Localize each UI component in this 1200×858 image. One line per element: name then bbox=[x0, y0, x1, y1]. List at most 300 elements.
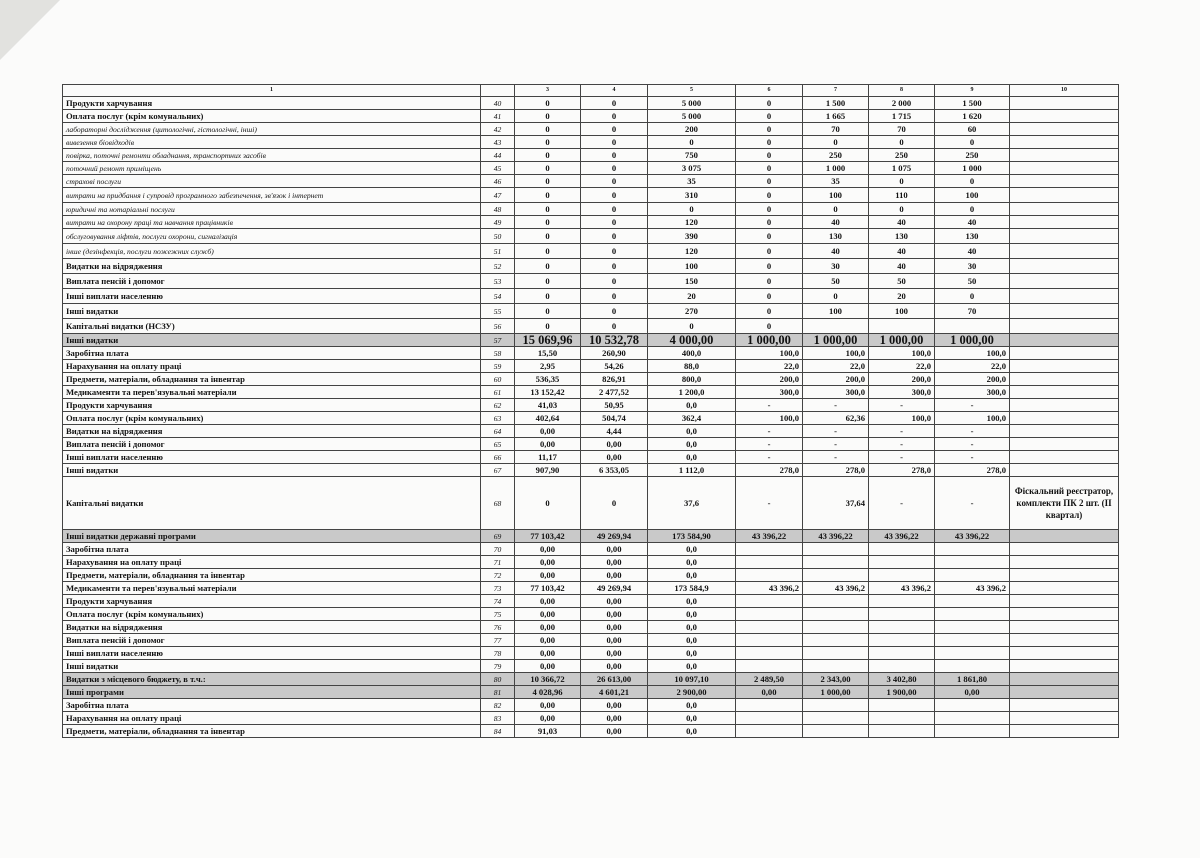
value-cell: 70 bbox=[803, 123, 869, 136]
value-cell: - bbox=[736, 425, 803, 438]
value-cell bbox=[803, 634, 869, 647]
value-cell: 0 bbox=[581, 244, 648, 259]
value-cell: 70 bbox=[869, 123, 935, 136]
column-number-header bbox=[63, 85, 1119, 97]
value-cell: 88,0 bbox=[648, 360, 736, 373]
row-name: інше (дезінфекція, послуги пожежних служб) bbox=[63, 244, 481, 259]
value-cell bbox=[869, 647, 935, 660]
value-cell: 173 584,9 bbox=[648, 582, 736, 595]
value-cell: 60 bbox=[935, 123, 1010, 136]
value-cell: 37,64 bbox=[803, 477, 869, 530]
value-cell: 40 bbox=[935, 244, 1010, 259]
value-cell: 0 bbox=[581, 188, 648, 203]
row-code: 64 bbox=[481, 425, 515, 438]
table-row bbox=[63, 123, 1119, 136]
value-cell: 43 396,22 bbox=[935, 530, 1010, 543]
value-cell: 1 000,00 bbox=[935, 334, 1010, 347]
row-name: Інші програми bbox=[63, 686, 481, 699]
value-cell: 0,00 bbox=[581, 660, 648, 673]
row-name: Предмети, матеріали, обладнання та інвентар bbox=[63, 569, 481, 582]
row-code: 43 bbox=[481, 136, 515, 149]
note-cell bbox=[1010, 244, 1119, 259]
table-row bbox=[63, 386, 1119, 399]
value-cell: 22,0 bbox=[935, 360, 1010, 373]
value-cell: 907,90 bbox=[515, 464, 581, 477]
value-cell: 62,36 bbox=[803, 412, 869, 425]
value-cell bbox=[736, 660, 803, 673]
row-code: 50 bbox=[481, 229, 515, 244]
value-cell: 0,00 bbox=[581, 451, 648, 464]
row-code: 46 bbox=[481, 175, 515, 188]
value-cell: 100 bbox=[648, 259, 736, 274]
value-cell: - bbox=[736, 451, 803, 464]
table-row bbox=[63, 660, 1119, 673]
value-cell: 300,0 bbox=[935, 386, 1010, 399]
value-cell: 1 500 bbox=[803, 97, 869, 110]
row-name: Продукти харчування bbox=[63, 595, 481, 608]
note-cell bbox=[1010, 725, 1119, 738]
value-cell bbox=[736, 543, 803, 556]
value-cell bbox=[803, 543, 869, 556]
note-cell bbox=[1010, 647, 1119, 660]
value-cell bbox=[736, 712, 803, 725]
value-cell bbox=[935, 634, 1010, 647]
row-name: страхові послуги bbox=[63, 175, 481, 188]
table-row bbox=[63, 162, 1119, 175]
value-cell: 91,03 bbox=[515, 725, 581, 738]
value-cell: - bbox=[935, 399, 1010, 412]
note-cell bbox=[1010, 203, 1119, 216]
note-cell bbox=[1010, 304, 1119, 319]
value-cell: 0 bbox=[581, 289, 648, 304]
value-cell: 0 bbox=[803, 136, 869, 149]
value-cell bbox=[869, 725, 935, 738]
row-name: Інші видатки bbox=[63, 464, 481, 477]
value-cell bbox=[935, 621, 1010, 634]
value-cell bbox=[869, 595, 935, 608]
value-cell: 5 000 bbox=[648, 110, 736, 123]
row-code: 66 bbox=[481, 451, 515, 464]
value-cell bbox=[803, 712, 869, 725]
value-cell bbox=[869, 699, 935, 712]
row-code: 68 bbox=[481, 477, 515, 530]
row-code: 49 bbox=[481, 216, 515, 229]
value-cell: 0,0 bbox=[648, 725, 736, 738]
row-name: Інші видатки державні програми bbox=[63, 530, 481, 543]
row-code: 76 bbox=[481, 621, 515, 634]
value-cell: 278,0 bbox=[935, 464, 1010, 477]
value-cell: 0 bbox=[736, 110, 803, 123]
value-cell: 50 bbox=[935, 274, 1010, 289]
column-number-10: 10 bbox=[1010, 85, 1119, 97]
value-cell: 300,0 bbox=[803, 386, 869, 399]
table-row bbox=[63, 621, 1119, 634]
value-cell bbox=[869, 634, 935, 647]
value-cell: 5 000 bbox=[648, 97, 736, 110]
value-cell: - bbox=[935, 438, 1010, 451]
value-cell: 200 bbox=[648, 123, 736, 136]
value-cell: 0 bbox=[515, 244, 581, 259]
note-cell bbox=[1010, 319, 1119, 334]
value-cell: 0 bbox=[736, 289, 803, 304]
row-code: 74 bbox=[481, 595, 515, 608]
value-cell: 250 bbox=[869, 149, 935, 162]
value-cell: 200,0 bbox=[803, 373, 869, 386]
row-name: Видатки на відрядження bbox=[63, 621, 481, 634]
value-cell: 0,00 bbox=[515, 543, 581, 556]
table-row bbox=[63, 634, 1119, 647]
note-cell bbox=[1010, 162, 1119, 175]
row-name: Нарахування на оплату праці bbox=[63, 360, 481, 373]
value-cell: 1 000 bbox=[935, 162, 1010, 175]
value-cell: 0,00 bbox=[581, 543, 648, 556]
value-cell: 0 bbox=[581, 274, 648, 289]
row-name: Виплата пенсій і допомог bbox=[63, 438, 481, 451]
note-cell bbox=[1010, 97, 1119, 110]
value-cell bbox=[736, 595, 803, 608]
row-code: 82 bbox=[481, 699, 515, 712]
table-row bbox=[63, 347, 1119, 360]
note-cell bbox=[1010, 464, 1119, 477]
value-cell bbox=[803, 725, 869, 738]
value-cell: 0,0 bbox=[648, 399, 736, 412]
table-row bbox=[63, 149, 1119, 162]
table-row bbox=[63, 274, 1119, 289]
budget-table-container bbox=[62, 84, 1118, 738]
value-cell bbox=[869, 712, 935, 725]
value-cell: 0 bbox=[736, 216, 803, 229]
value-cell: 0 bbox=[515, 162, 581, 175]
value-cell: 300,0 bbox=[736, 386, 803, 399]
row-name: лабораторні дослідження (цитологічні, гістологічні, інші) bbox=[63, 123, 481, 136]
row-name: повірка, поточні ремонти обладнання, транспортних засобів bbox=[63, 149, 481, 162]
value-cell: 40 bbox=[803, 216, 869, 229]
value-cell: 0 bbox=[736, 274, 803, 289]
value-cell: 0 bbox=[736, 304, 803, 319]
value-cell: 120 bbox=[648, 216, 736, 229]
value-cell: - bbox=[869, 425, 935, 438]
value-cell: 0 bbox=[581, 319, 648, 334]
value-cell: 0,00 bbox=[515, 712, 581, 725]
table-row bbox=[63, 360, 1119, 373]
value-cell: 0,00 bbox=[515, 556, 581, 569]
value-cell: 200,0 bbox=[935, 373, 1010, 386]
value-cell bbox=[803, 608, 869, 621]
value-cell: 40 bbox=[935, 216, 1010, 229]
value-cell: 0 bbox=[515, 149, 581, 162]
value-cell: 0 bbox=[581, 149, 648, 162]
value-cell: 278,0 bbox=[803, 464, 869, 477]
value-cell: 40 bbox=[869, 259, 935, 274]
row-code: 65 bbox=[481, 438, 515, 451]
value-cell: 0 bbox=[736, 229, 803, 244]
value-cell: 100 bbox=[803, 188, 869, 203]
row-name: витрати на придбання і супровід програмного забезпечення, зв'язок і інтернет bbox=[63, 188, 481, 203]
table-row bbox=[63, 712, 1119, 725]
row-name: вивезення біовідходів bbox=[63, 136, 481, 149]
value-cell bbox=[736, 634, 803, 647]
row-code: 48 bbox=[481, 203, 515, 216]
note-cell bbox=[1010, 216, 1119, 229]
value-cell: 10 532,78 bbox=[581, 334, 648, 347]
value-cell bbox=[869, 621, 935, 634]
value-cell: - bbox=[736, 477, 803, 530]
value-cell: 0,00 bbox=[515, 621, 581, 634]
value-cell: 100,0 bbox=[935, 412, 1010, 425]
value-cell: 0 bbox=[935, 289, 1010, 304]
value-cell: 40 bbox=[869, 244, 935, 259]
row-name: Медикаменти та перев'язувальні матеріали bbox=[63, 386, 481, 399]
note-cell bbox=[1010, 274, 1119, 289]
value-cell: 0,00 bbox=[581, 699, 648, 712]
value-cell: 100,0 bbox=[803, 347, 869, 360]
value-cell: 0,0 bbox=[648, 647, 736, 660]
value-cell: 0,00 bbox=[581, 725, 648, 738]
value-cell: 10 366,72 bbox=[515, 673, 581, 686]
value-cell: 1 715 bbox=[869, 110, 935, 123]
value-cell: 4,44 bbox=[581, 425, 648, 438]
value-cell: 0 bbox=[515, 477, 581, 530]
row-name: Видатки з місцевого бюджету, в т.ч.: bbox=[63, 673, 481, 686]
value-cell: 130 bbox=[803, 229, 869, 244]
value-cell: 0,0 bbox=[648, 438, 736, 451]
value-cell: 26 613,00 bbox=[581, 673, 648, 686]
value-cell bbox=[935, 608, 1010, 621]
row-name: Інші видатки bbox=[63, 660, 481, 673]
value-cell: 1 620 bbox=[935, 110, 1010, 123]
value-cell bbox=[935, 699, 1010, 712]
table-row bbox=[63, 216, 1119, 229]
value-cell bbox=[869, 569, 935, 582]
note-cell bbox=[1010, 123, 1119, 136]
value-cell bbox=[736, 608, 803, 621]
row-code: 62 bbox=[481, 399, 515, 412]
value-cell: 0 bbox=[648, 319, 736, 334]
value-cell: 0,00 bbox=[515, 699, 581, 712]
value-cell: 22,0 bbox=[869, 360, 935, 373]
row-code: 41 bbox=[481, 110, 515, 123]
row-name: Інші видатки bbox=[63, 304, 481, 319]
value-cell: 0,00 bbox=[581, 569, 648, 582]
value-cell: - bbox=[803, 399, 869, 412]
value-cell: 536,35 bbox=[515, 373, 581, 386]
value-cell: 0 bbox=[515, 110, 581, 123]
value-cell: 1 200,0 bbox=[648, 386, 736, 399]
table-row bbox=[63, 556, 1119, 569]
value-cell: 0 bbox=[515, 175, 581, 188]
table-body bbox=[63, 97, 1119, 738]
row-code: 69 bbox=[481, 530, 515, 543]
value-cell: 40 bbox=[803, 244, 869, 259]
value-cell bbox=[935, 543, 1010, 556]
row-code: 61 bbox=[481, 386, 515, 399]
value-cell: 0 bbox=[803, 203, 869, 216]
row-code: 67 bbox=[481, 464, 515, 477]
value-cell: 77 103,42 bbox=[515, 582, 581, 595]
value-cell: 0,00 bbox=[935, 686, 1010, 699]
row-name: поточний ремонт приміщень bbox=[63, 162, 481, 175]
table-row bbox=[63, 595, 1119, 608]
note-cell bbox=[1010, 110, 1119, 123]
table-row bbox=[63, 319, 1119, 334]
row-code: 80 bbox=[481, 673, 515, 686]
table-row bbox=[63, 203, 1119, 216]
note-cell bbox=[1010, 621, 1119, 634]
value-cell bbox=[935, 569, 1010, 582]
value-cell: 1 900,00 bbox=[869, 686, 935, 699]
value-cell: 260,90 bbox=[581, 347, 648, 360]
value-cell: 4 601,21 bbox=[581, 686, 648, 699]
value-cell: 30 bbox=[935, 259, 1010, 274]
value-cell: 2 477,52 bbox=[581, 386, 648, 399]
budget-table bbox=[62, 84, 1119, 738]
value-cell: 1 000,00 bbox=[869, 334, 935, 347]
row-code: 42 bbox=[481, 123, 515, 136]
value-cell: 15 069,96 bbox=[515, 334, 581, 347]
value-cell bbox=[803, 660, 869, 673]
row-name: Видатки на відрядження bbox=[63, 425, 481, 438]
table-row bbox=[63, 699, 1119, 712]
value-cell: 0 bbox=[869, 203, 935, 216]
value-cell bbox=[935, 556, 1010, 569]
value-cell: - bbox=[935, 477, 1010, 530]
value-cell: 100 bbox=[869, 304, 935, 319]
value-cell: 0 bbox=[581, 123, 648, 136]
table-row bbox=[63, 334, 1119, 347]
value-cell: 0,00 bbox=[515, 425, 581, 438]
note-cell bbox=[1010, 412, 1119, 425]
value-cell: 0 bbox=[736, 259, 803, 274]
value-cell: 2 489,50 bbox=[736, 673, 803, 686]
value-cell: 0 bbox=[581, 229, 648, 244]
value-cell: 30 bbox=[803, 259, 869, 274]
value-cell: 100,0 bbox=[869, 412, 935, 425]
table-row bbox=[63, 229, 1119, 244]
value-cell: 0 bbox=[515, 136, 581, 149]
note-cell bbox=[1010, 699, 1119, 712]
note-cell bbox=[1010, 608, 1119, 621]
note-cell bbox=[1010, 399, 1119, 412]
value-cell: 0,0 bbox=[648, 543, 736, 556]
value-cell: 1 000,00 bbox=[803, 686, 869, 699]
note-cell bbox=[1010, 451, 1119, 464]
value-cell: 402,64 bbox=[515, 412, 581, 425]
row-name: Інші видатки bbox=[63, 334, 481, 347]
table-row bbox=[63, 259, 1119, 274]
value-cell: 0,00 bbox=[581, 438, 648, 451]
table-row bbox=[63, 110, 1119, 123]
row-code: 75 bbox=[481, 608, 515, 621]
value-cell: 0 bbox=[935, 203, 1010, 216]
value-cell: 13 152,42 bbox=[515, 386, 581, 399]
table-row bbox=[63, 543, 1119, 556]
note-cell bbox=[1010, 595, 1119, 608]
value-cell: 0,0 bbox=[648, 425, 736, 438]
value-cell: 250 bbox=[935, 149, 1010, 162]
column-number-5: 5 bbox=[648, 85, 736, 97]
value-cell bbox=[736, 621, 803, 634]
value-cell: 100,0 bbox=[869, 347, 935, 360]
row-name: Виплата пенсій і допомог bbox=[63, 634, 481, 647]
value-cell: 1 500 bbox=[935, 97, 1010, 110]
value-cell: 100 bbox=[935, 188, 1010, 203]
value-cell: 0 bbox=[736, 203, 803, 216]
note-cell bbox=[1010, 673, 1119, 686]
row-code: 63 bbox=[481, 412, 515, 425]
value-cell: 35 bbox=[648, 175, 736, 188]
row-name: Видатки на відрядження bbox=[63, 259, 481, 274]
row-name: Медикаменти та перев'язувальні матеріали bbox=[63, 582, 481, 595]
value-cell: - bbox=[803, 451, 869, 464]
value-cell: 49 269,94 bbox=[581, 582, 648, 595]
value-cell: 54,26 bbox=[581, 360, 648, 373]
value-cell: 43 396,22 bbox=[803, 530, 869, 543]
value-cell: 50,95 bbox=[581, 399, 648, 412]
note-cell bbox=[1010, 686, 1119, 699]
value-cell: 35 bbox=[803, 175, 869, 188]
note-cell bbox=[1010, 175, 1119, 188]
note-cell bbox=[1010, 259, 1119, 274]
row-code: 55 bbox=[481, 304, 515, 319]
note-cell bbox=[1010, 229, 1119, 244]
value-cell: 0 bbox=[736, 149, 803, 162]
value-cell: 0 bbox=[515, 97, 581, 110]
value-cell: 0,0 bbox=[648, 556, 736, 569]
note-cell bbox=[1010, 569, 1119, 582]
value-cell: 0 bbox=[515, 274, 581, 289]
value-cell: 0,00 bbox=[515, 608, 581, 621]
value-cell: 0 bbox=[803, 289, 869, 304]
value-cell: 0 bbox=[581, 97, 648, 110]
value-cell: 0,0 bbox=[648, 712, 736, 725]
note-cell bbox=[1010, 712, 1119, 725]
value-cell: 120 bbox=[648, 244, 736, 259]
table-row bbox=[63, 244, 1119, 259]
value-cell: - bbox=[736, 438, 803, 451]
note-cell bbox=[1010, 634, 1119, 647]
row-name: Заробітна плата bbox=[63, 347, 481, 360]
row-name: Інші виплати населенню bbox=[63, 451, 481, 464]
row-code: 54 bbox=[481, 289, 515, 304]
value-cell: 0,00 bbox=[581, 712, 648, 725]
value-cell bbox=[869, 660, 935, 673]
row-code: 51 bbox=[481, 244, 515, 259]
table-row bbox=[63, 175, 1119, 188]
value-cell: 504,74 bbox=[581, 412, 648, 425]
note-cell bbox=[1010, 530, 1119, 543]
value-cell: 0,0 bbox=[648, 595, 736, 608]
value-cell bbox=[869, 608, 935, 621]
value-cell: 43 396,2 bbox=[736, 582, 803, 595]
value-cell: 43 396,22 bbox=[869, 530, 935, 543]
value-cell bbox=[803, 569, 869, 582]
value-cell: 43 396,2 bbox=[935, 582, 1010, 595]
value-cell: 0 bbox=[581, 136, 648, 149]
row-name: Оплата послуг (крім комунальних) bbox=[63, 110, 481, 123]
value-cell: 6 353,05 bbox=[581, 464, 648, 477]
value-cell: 173 584,90 bbox=[648, 530, 736, 543]
row-code: 70 bbox=[481, 543, 515, 556]
note-cell bbox=[1010, 660, 1119, 673]
row-code: 79 bbox=[481, 660, 515, 673]
row-code: 45 bbox=[481, 162, 515, 175]
value-cell: 0 bbox=[869, 136, 935, 149]
value-cell bbox=[935, 660, 1010, 673]
table-row bbox=[63, 608, 1119, 621]
value-cell: 400,0 bbox=[648, 347, 736, 360]
value-cell: 0,0 bbox=[648, 621, 736, 634]
value-cell: 100,0 bbox=[736, 347, 803, 360]
